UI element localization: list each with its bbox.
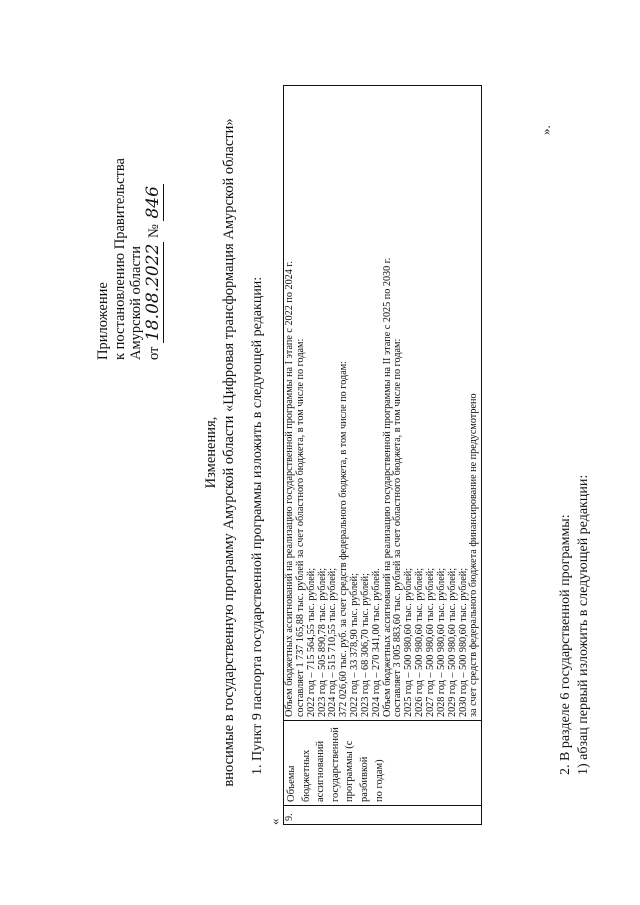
content-line: 2030 год – 500 980,60 тыс. рублей; — [457, 567, 469, 717]
content-line: Объем бюджетных ассигнований на реализацию государственной программы на I этапе с 2022 по 2024 г. — [284, 261, 295, 717]
content-line: 2022 год – 33 378,90 тыс. рублей; — [349, 573, 361, 717]
content-line: 2023 год – 505 890,78 тыс. рублей; — [316, 567, 328, 717]
appendix-line2: Амурской области — [128, 246, 145, 360]
item-1: 1. Пункт 9 паспорта государственной программы изложить в следующей редакции: — [250, 276, 265, 775]
content-line: 2025 год – 500 980,60 тыс. рублей; — [403, 567, 415, 717]
number-label: № — [145, 224, 162, 238]
appendix-date-line — [142, 158, 163, 360]
label-line: Объемы бюджетных — [286, 749, 312, 802]
label-line: ассигнований — [315, 740, 327, 802]
label-line: по годам) — [373, 759, 385, 802]
content-line: 2024 год – 515 710,55 тыс. рублей; — [327, 567, 339, 717]
content-line: 2027 год – 500 980,60 тыс. рублей; — [424, 567, 436, 717]
resolution-date: 18.08.2022 — [142, 243, 163, 341]
content-line: 2023 год – 68 306,70 тыс. рублей; — [359, 573, 371, 717]
content-line: составляет 1 737 165,88 тыс. рублей за счет областного бюджета, в том числе по годам: — [294, 338, 306, 717]
content-line: 2022 год – 715 564,55 тыс. рублей; — [305, 567, 317, 717]
table-row — [284, 86, 482, 825]
page-subtitle: вносимые в государственную программу Амурской области «Цифровая трансформация Амурской области» — [221, 118, 237, 787]
appendix-line1: к постановлению Правительства — [111, 158, 128, 360]
content-line: за счет средств федерального бюджета финансирование не предусмотрено — [468, 393, 480, 717]
row-label — [284, 721, 482, 806]
passport-table — [283, 85, 482, 825]
content-line: 372 026,60 тыс. руб. за счет средств федерального бюджета, в том числе по годам: — [338, 360, 350, 717]
page-title: Изменения, — [203, 416, 219, 489]
content-line: 2026 год – 500 980,60 тыс. рублей; — [414, 567, 426, 717]
resolution-number: 846 — [142, 186, 163, 219]
item-2-1: 1) абзац первый изложить в следующей редакции: — [576, 474, 591, 775]
row-number: 9. — [284, 806, 482, 825]
content-line: 2029 год – 500 980,60 тыс. рублей; — [446, 567, 458, 717]
item-2: 2. В разделе 6 государственной программы: — [558, 514, 573, 775]
close-quote: ». — [538, 125, 553, 135]
appendix-title: Приложение — [95, 282, 111, 360]
appendix-block — [95, 158, 162, 360]
open-quote: « — [267, 818, 282, 825]
label-line: государственной — [329, 727, 341, 802]
content-line: 2024 год – 270 341,00 тыс. рублей. — [370, 568, 382, 717]
label-line: программы (с разбивкой — [344, 740, 370, 802]
from-label: от — [145, 346, 162, 360]
content-line: составляет 3 005 883,60 тыс. рублей за счет областного бюджета, в том числе по годам: — [392, 338, 404, 717]
row-content — [284, 86, 482, 721]
content-line: Объем бюджетных ассигнований на реализацию государственной программы на II этапе с 2025 по 2030 г. — [381, 257, 393, 717]
content-line: 2028 год – 500 980,60 тыс. рублей; — [435, 567, 447, 717]
